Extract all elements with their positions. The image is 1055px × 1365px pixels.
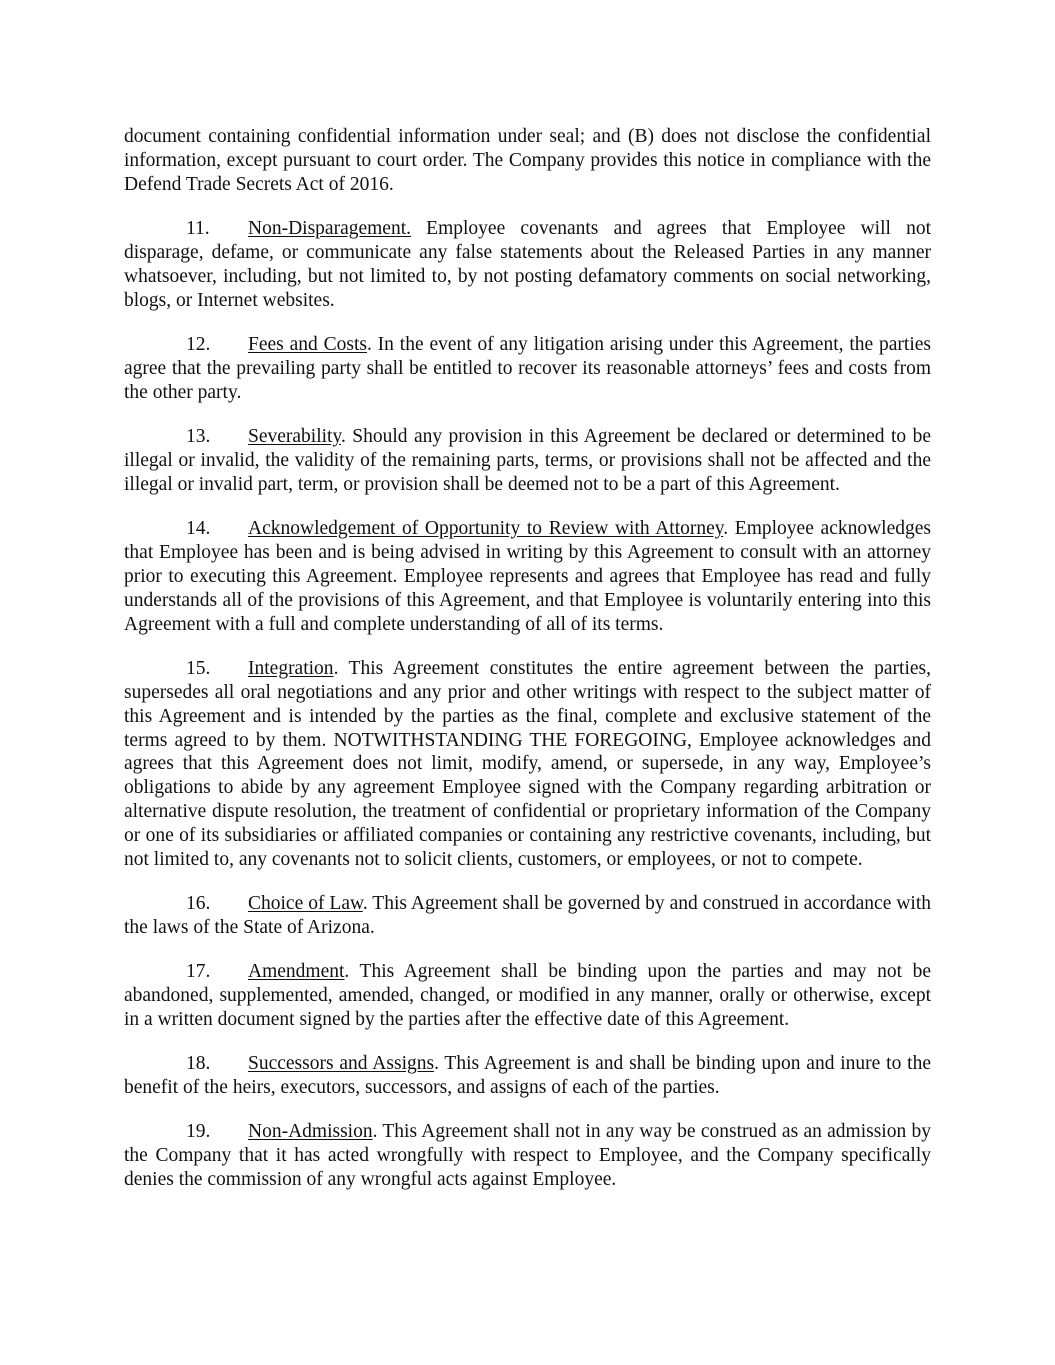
section-heading-punct: . [372,1121,378,1143]
section-body: Should any provision in this Agreement be declared or determined to be illegal or invalid, the validity of the remaining parts, terms, or provisions shall not be affected and the illegal or invalid part, term, or provision shall be deemed not to be a part of this Agreement. [124,425,931,495]
section-heading: Successors and Assigns [248,1053,435,1075]
section-16-paragraph [124,892,931,940]
section-body: This Agreement is and shall be binding upon and inure to the benefit of the heirs, executors, successors, and assigns of each of the parties. [124,1053,931,1099]
section-13-paragraph [124,425,931,497]
section-body: This Agreement constitutes the entire agreement between the parties, supersedes all oral negotiations and any prior and other writings with respect to the subject matter of this Agreement and is intended by the parties as the final, complete and exclusive statement of the terms agreed to by them. NOTWITHSTANDING THE FOREGOING, Employee acknowledges and agrees that this Agreement does not limit, modify, amend, or supersede, in any way, Employee’s obligations to abide by any agreement Employee signed with the Company regarding arbitration or alternative dispute resolution, the treatment of confidential or proprietary information of the Company or one of its subsidiaries or affiliated companies or containing any restrictive covenants, including, but not limited to, any covenants not to solicit clients, customers, or employees, or not to compete. [124,657,931,871]
section-heading: Choice of Law [248,893,363,915]
section-body: In the event of any litigation arising under this Agreement, the parties agree that the prevailing party shall be entitled to recover its reasonable attorneys’ fees and costs from the other party. [124,333,931,403]
section-body: This Agreement shall be binding upon the parties and may not be abandoned, supplemented, amended, changed, or modified in any manner, orally or otherwise, except in a written document signed by the parties after the effective date of this Agreement. [124,961,931,1031]
section-18-paragraph [124,1052,931,1100]
section-14-paragraph [124,517,931,637]
section-heading-punct: . [366,333,372,355]
section-heading: Non-Disparagement. [248,218,411,240]
section-body: Employee covenants and agrees that Employee will not disparage, defame, or communicate any false statements about the Released Parties in any manner whatsoever, including, but not limited to, by not posting defamatory comments on social networking, blogs, or Internet websites. [124,218,931,311]
section-number: 11. [186,218,210,240]
section-number: 14. [186,517,211,539]
section-heading: Amendment [248,961,345,983]
section-19-paragraph [124,1120,931,1192]
section-number: 15. [186,657,211,679]
section-heading: Acknowledgement of Opportunity to Review with Attorney [248,517,724,539]
section-heading-punct: . [344,961,350,983]
document-page [124,125,931,1213]
section-heading-punct: . [723,517,729,539]
section-heading-punct: . [340,425,346,447]
section-number: 17. [186,961,211,983]
intro-paragraph: document containing confidential information under seal; and (B) does not disclose the confidential information, except pursuant to court order. The Company provides this notice in compliance with the Defend Trade Secrets Act of 2016. [124,126,931,195]
section-12-paragraph [124,333,931,405]
section-11-paragraph [124,217,931,313]
section-heading: Non-Admission [248,1121,373,1143]
section-17-paragraph [124,960,931,1032]
section-heading-punct: . [362,893,368,915]
section-number: 12. [186,333,211,355]
section-heading: Fees and Costs [248,333,367,355]
section-heading-punct: . [434,1053,439,1075]
section-number: 13. [186,425,211,447]
section-body: This Agreement shall be governed by and construed in accordance with the laws of the State of Arizona. [124,893,931,939]
section-15-paragraph [124,657,931,872]
section-heading: Integration [248,657,334,679]
section-number: 19. [186,1121,211,1143]
section-heading-punct: . [333,657,339,679]
section-body: Employee acknowledges that Employee has been and is being advised in writing by this Agreement to consult with an attorney prior to executing this Agreement. Employee represents and agrees that Employee has read and fully understands all of the provisions of this Agreement, and that Employee is voluntarily entering into this Agreement with a full and complete understanding of all of its terms. [124,517,931,635]
section-heading: Severability [248,425,341,447]
section-body: This Agreement shall not in any way be construed as an admission by the Company that it has acted wrongfully with respect to Employee, and the Company specifically denies the commission of any wrongful acts against Employee. [124,1121,931,1191]
section-number: 16. [186,893,211,915]
section-number: 18. [186,1053,211,1075]
